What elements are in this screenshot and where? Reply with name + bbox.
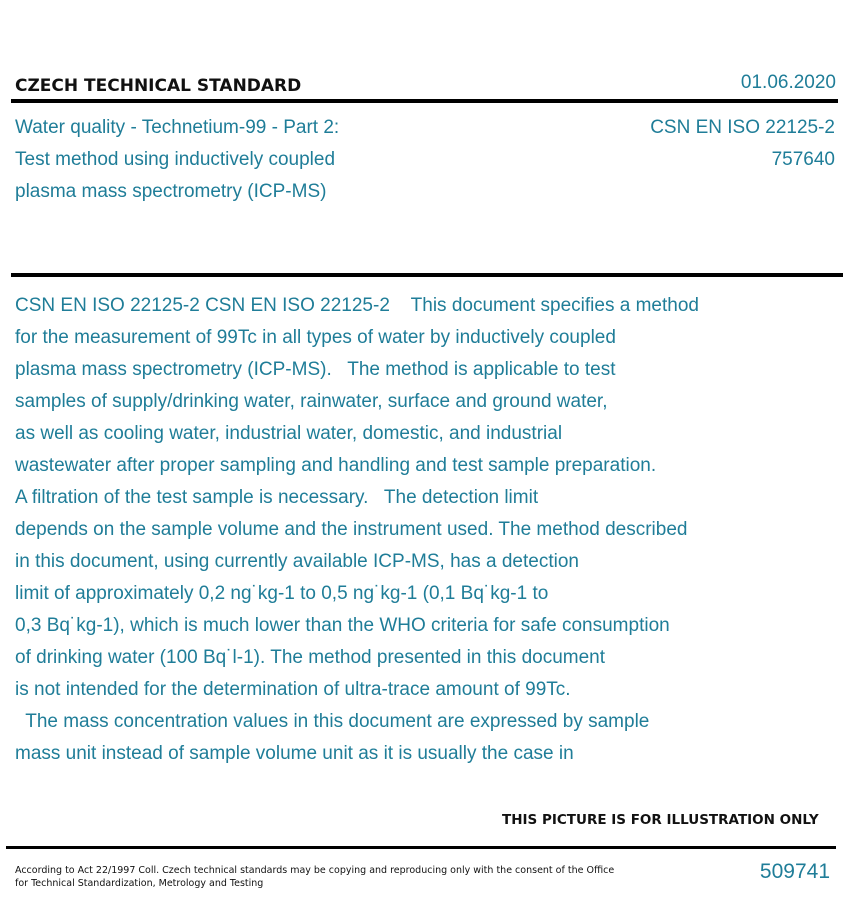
bottom-divider [6,846,836,849]
abstract-line: for the measurement of 99Tc in all types of water by inductively coupled [15,327,616,348]
abstract-line: of drinking water (100 Bq˙l-1). The method presented in this document [15,647,606,668]
abstract-line: wastewater after proper sampling and handling and test sample preparation. [15,455,657,476]
abstract-line: plasma mass spectrometry (ICP-MS). The method is applicable to test [15,359,616,380]
standard-code: 757640 [771,149,835,170]
abstract-text [15,290,845,770]
abstract-line: CSN EN ISO 22125-2 CSN EN ISO 22125-2 This document specifies a method [15,295,699,316]
abstract-line: The mass concentration values in this document are expressed by sample [15,711,650,732]
title-line-3: plasma mass spectrometry (ICP-MS) [15,181,327,202]
abstract-line: is not intended for the determination of ultra-trace amount of 99Tc. [15,679,571,700]
standard-number: CSN EN ISO 22125-2 [650,117,835,138]
publication-date: 01.06.2020 [740,72,836,93]
abstract-line: A filtration of the test sample is necessary. The detection limit [15,487,539,508]
abstract-line: as well as cooling water, industrial water, domestic, and industrial [15,423,563,444]
legal-notice [15,864,614,890]
title-line-1: Water quality - Technetium-99 - Part 2: [15,117,340,138]
legal-notice-line: According to Act 22/1997 Coll. Czech technical standards may be copying and reproducing only with the consent of the Office [15,865,615,876]
abstract-line: samples of supply/drinking water, rainwater, surface and ground water, [15,391,608,412]
abstract-line: mass unit instead of sample volume unit as it is usually the case in [15,743,574,764]
abstract-line: in this document, using currently available ICP-MS, has a detection [15,551,579,572]
legal-notice-line: for Technical Standardization, Metrology and Testing [15,878,264,889]
title-line-2: Test method using inductively coupled [15,149,336,170]
abstract-line: limit of approximately 0,2 ng˙kg-1 to 0,5 ng˙kg-1 (0,1 Bq˙kg-1 to [15,583,549,604]
middle-divider [11,273,843,277]
illustration-note: THIS PICTURE IS FOR ILLUSTRATION ONLY [502,812,819,828]
top-divider [11,99,838,103]
document-id: 509741 [759,860,830,883]
doc-type-heading: CZECH TECHNICAL STANDARD [15,76,302,96]
abstract-line: depends on the sample volume and the instrument used. The method described [15,519,688,540]
abstract-line: 0,3 Bq˙kg-1), which is much lower than the WHO criteria for safe consumption [15,615,670,636]
